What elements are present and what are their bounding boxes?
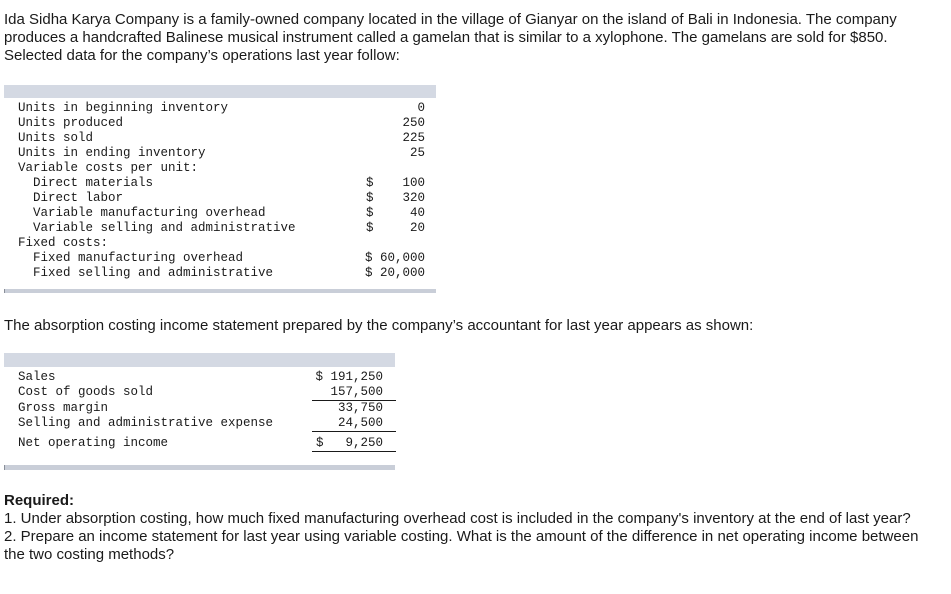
row-value: 40 [409, 206, 425, 220]
income-statement-table [4, 353, 395, 470]
table-row [4, 161, 436, 176]
row-value: 250 [402, 116, 425, 130]
dollar-sign: $ [366, 206, 374, 220]
table-row [4, 101, 436, 116]
table-row [4, 400, 395, 416]
table-row [4, 384, 395, 400]
row-label: Net operating income [18, 436, 169, 450]
table-row [4, 131, 436, 146]
table-footer-bar [4, 465, 395, 470]
row-value: 9,250 [345, 436, 383, 450]
table-row [4, 266, 436, 281]
table-header-bar [4, 353, 395, 367]
dollar-sign: $ [316, 436, 324, 450]
required-section [4, 492, 939, 564]
statement-intro-paragraph: The absorption costing income statement prepared by the company’s accountant for last year appears as shown: [4, 317, 754, 334]
dollar-sign: $ [366, 176, 374, 190]
table-row [4, 116, 436, 131]
underline-rule [312, 431, 396, 432]
row-value: 24,500 [337, 416, 383, 430]
row-value: 33,750 [337, 401, 383, 415]
row-label: Gross margin [18, 401, 109, 415]
row-label: Direct labor [33, 191, 124, 205]
row-label: Fixed selling and administrative [33, 266, 274, 280]
question-2: 2. Prepare an income statement for last year using variable costing. What is the amount of the difference in net operating income between the two costing methods? [4, 528, 919, 563]
table-row [4, 369, 395, 385]
table-row [4, 415, 395, 431]
row-label: Selling and administrative expense [18, 416, 274, 430]
required-heading: Required: [4, 492, 75, 509]
row-label: Sales [18, 370, 56, 384]
table-header-bar [4, 85, 436, 98]
row-label: Cost of goods sold [18, 385, 154, 399]
section-label: Variable costs per unit: [18, 161, 199, 175]
table-row [4, 206, 436, 221]
intro-paragraph: Ida Sidha Karya Company is a family-owned company located in the village of Gianyar on the island of Bali in Indonesia. The company produces a handcrafted Balinese musical instrument called a gamelan that is similar to a xylophone. The gamelans are sold for $850. Selected data for the company’s operations last year follow: [4, 11, 897, 64]
row-label: Fixed manufacturing overhead [33, 251, 244, 265]
table-row [4, 221, 436, 236]
table-row [4, 176, 436, 191]
table-row [4, 191, 436, 206]
double-underline-rule [312, 451, 396, 452]
table-row [4, 251, 436, 266]
row-value: 100 [402, 176, 425, 190]
table-footer-bar [4, 289, 436, 293]
row-value: $ 191,250 [315, 370, 383, 384]
row-value: $ 20,000 [364, 266, 425, 280]
row-label: Units sold [18, 131, 94, 145]
row-label: Units produced [18, 116, 124, 130]
table-row [4, 435, 395, 451]
row-value: 320 [402, 191, 425, 205]
row-value: 157,500 [330, 385, 383, 399]
question-1: 1. Under absorption costing, how much fixed manufacturing overhead cost is included in the company's inventory at the end of last year? [4, 510, 911, 527]
row-value: 20 [409, 221, 425, 235]
operations-data-table [4, 85, 436, 293]
row-label: Variable selling and administrative [33, 221, 296, 235]
row-label: Units in beginning inventory [18, 101, 229, 115]
row-label: Direct materials [33, 176, 154, 190]
dollar-sign: $ [366, 221, 374, 235]
row-value: 25 [409, 146, 425, 160]
row-label: Units in ending inventory [18, 146, 206, 160]
row-value: 225 [402, 131, 425, 145]
section-label: Fixed costs: [18, 236, 109, 250]
row-value: $ 60,000 [364, 251, 425, 265]
row-label: Variable manufacturing overhead [33, 206, 266, 220]
table-row [4, 146, 436, 161]
table-row [4, 236, 436, 251]
row-value: 0 [417, 101, 425, 115]
dollar-sign: $ [366, 191, 374, 205]
